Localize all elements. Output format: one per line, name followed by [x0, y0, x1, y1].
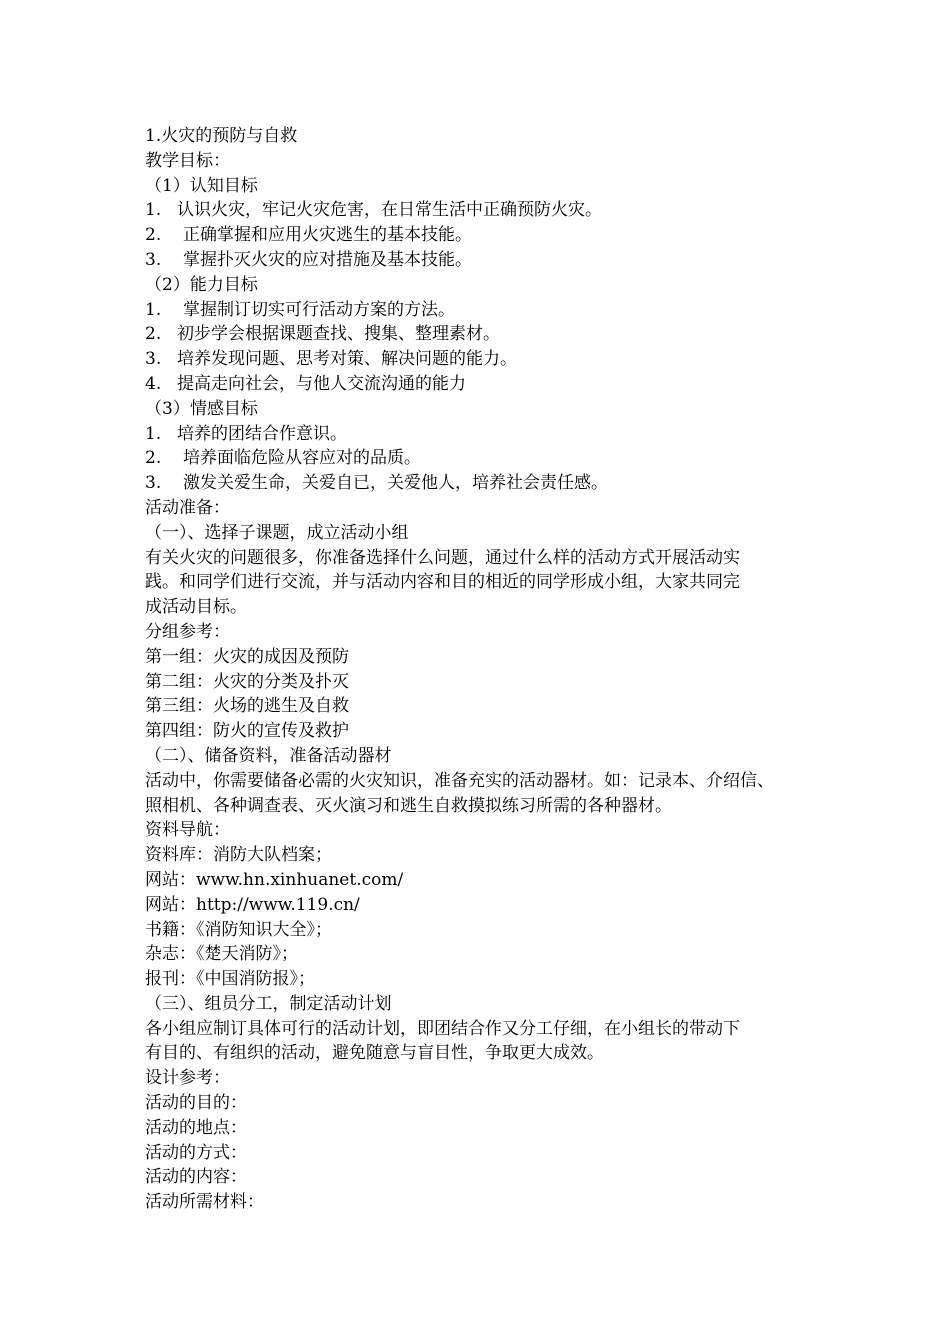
section1-para-line: 有关火灾的问题很多，你准备选择什么问题，通过什么样的活动方式开展活动实	[145, 547, 740, 568]
item-text: 初步学会根据课题查找、搜集、整理素材。	[177, 324, 500, 345]
ability-item	[145, 372, 815, 397]
item-text: 培养面临危险从容应对的品质。	[183, 448, 421, 469]
resource-item: 杂志：《楚天消防》；	[145, 944, 298, 965]
item-number: 4.	[145, 373, 162, 394]
ability-item	[145, 298, 815, 323]
item-text: 掌握制订切实可行活动方案的方法。	[183, 299, 455, 320]
prep-heading: 活动准备：	[145, 497, 230, 518]
section1-heading: （一）、选择子课题，成立活动小组	[145, 522, 409, 543]
resource-item: 报刊：《中国消防报》；	[145, 969, 315, 990]
item-number: 1.	[145, 423, 162, 444]
item-number: 2.	[145, 324, 162, 345]
section2-para-line: 照相机、各种调查表、灭火演习和逃生自救摸拟练习所需的各种器材。	[145, 795, 672, 816]
document-title: 1.火灾的预防与自救	[145, 126, 298, 146]
item-text: 培养发现问题、思考对策、解决问题的能力。	[177, 349, 517, 370]
item-number: 3.	[145, 473, 162, 494]
goals-heading: 教学目标：	[145, 150, 230, 171]
resource-item: 网站：www.hn.xinhuanet.com/	[145, 869, 404, 890]
section1-para-line: 成活动目标。	[145, 597, 247, 618]
item-text: 掌握扑灭火灾的应对措施及基本技能。	[183, 249, 472, 270]
resource-item: 网站：http://www.119.cn/	[145, 894, 360, 915]
design-item: 活动所需材料：	[145, 1192, 264, 1213]
emotion-item	[145, 446, 815, 471]
emotion-item	[145, 422, 815, 447]
group-item: 第二组：火灾的分类及扑灭	[145, 671, 349, 692]
design-heading: 设计参考：	[145, 1068, 230, 1089]
section3-heading: （三）、组员分工，制定活动计划	[145, 993, 392, 1014]
design-item: 活动的内容：	[145, 1167, 247, 1188]
ability-heading: （2）能力目标	[145, 274, 258, 295]
item-text: 提高走向社会，与他人交流沟通的能力	[177, 373, 466, 394]
ability-item	[145, 347, 815, 372]
section3-para-line: 有目的、有组织的活动，避免随意与盲目性，争取更大成效。	[145, 1043, 604, 1064]
cognitive-item	[145, 223, 815, 248]
group-item: 第三组：火场的逃生及自救	[145, 696, 349, 717]
emotion-item	[145, 471, 815, 496]
ability-item	[145, 322, 815, 347]
item-number: 2.	[145, 448, 162, 469]
cognitive-heading: （1）认知目标	[145, 175, 258, 196]
design-item: 活动的方式：	[145, 1142, 247, 1163]
group-item: 第一组：火灾的成因及预防	[145, 646, 349, 667]
resource-item: 资料库：消防大队档案；	[145, 845, 332, 866]
cognitive-item	[145, 248, 815, 273]
section2-para-line: 活动中，你需要储备必需的火灾知识，准备充实的活动器材。如：记录本、介绍信、	[145, 770, 774, 791]
section3-para-line: 各小组应制订具体可行的活动计划，即团结合作又分工仔细，在小组长的带动下	[145, 1018, 740, 1039]
item-text: 认识火灾，牢记火灾危害，在日常生活中正确预防火灾。	[177, 200, 602, 221]
item-number: 1.	[145, 299, 162, 320]
document-body	[145, 124, 815, 1215]
section1-para-line: 践。和同学们进行交流，并与活动内容和目的相近的同学形成小组，大家共同完	[145, 572, 740, 593]
item-text: 激发关爱生命，关爱自已，关爱他人，培养社会责任感。	[183, 473, 608, 494]
nav-heading: 资料导航：	[145, 820, 230, 841]
groups-heading: 分组参考：	[145, 621, 230, 642]
group-item: 第四组：防火的宣传及救护	[145, 721, 349, 742]
section2-heading: （二）、储备资料，准备活动器材	[145, 745, 392, 766]
item-number: 2.	[145, 225, 162, 246]
cognitive-item	[145, 198, 815, 223]
item-text: 培养的团结合作意识。	[177, 423, 347, 444]
design-item: 活动的目的：	[145, 1093, 247, 1114]
item-number: 1.	[145, 200, 162, 221]
item-number: 3.	[145, 349, 162, 370]
design-item: 活动的地点：	[145, 1117, 247, 1138]
item-text: 正确掌握和应用火灾逃生的基本技能。	[183, 225, 472, 246]
emotion-heading: （3）情感目标	[145, 398, 258, 419]
resource-item: 书籍：《消防知识大全》；	[145, 919, 332, 940]
item-number: 3.	[145, 249, 162, 270]
